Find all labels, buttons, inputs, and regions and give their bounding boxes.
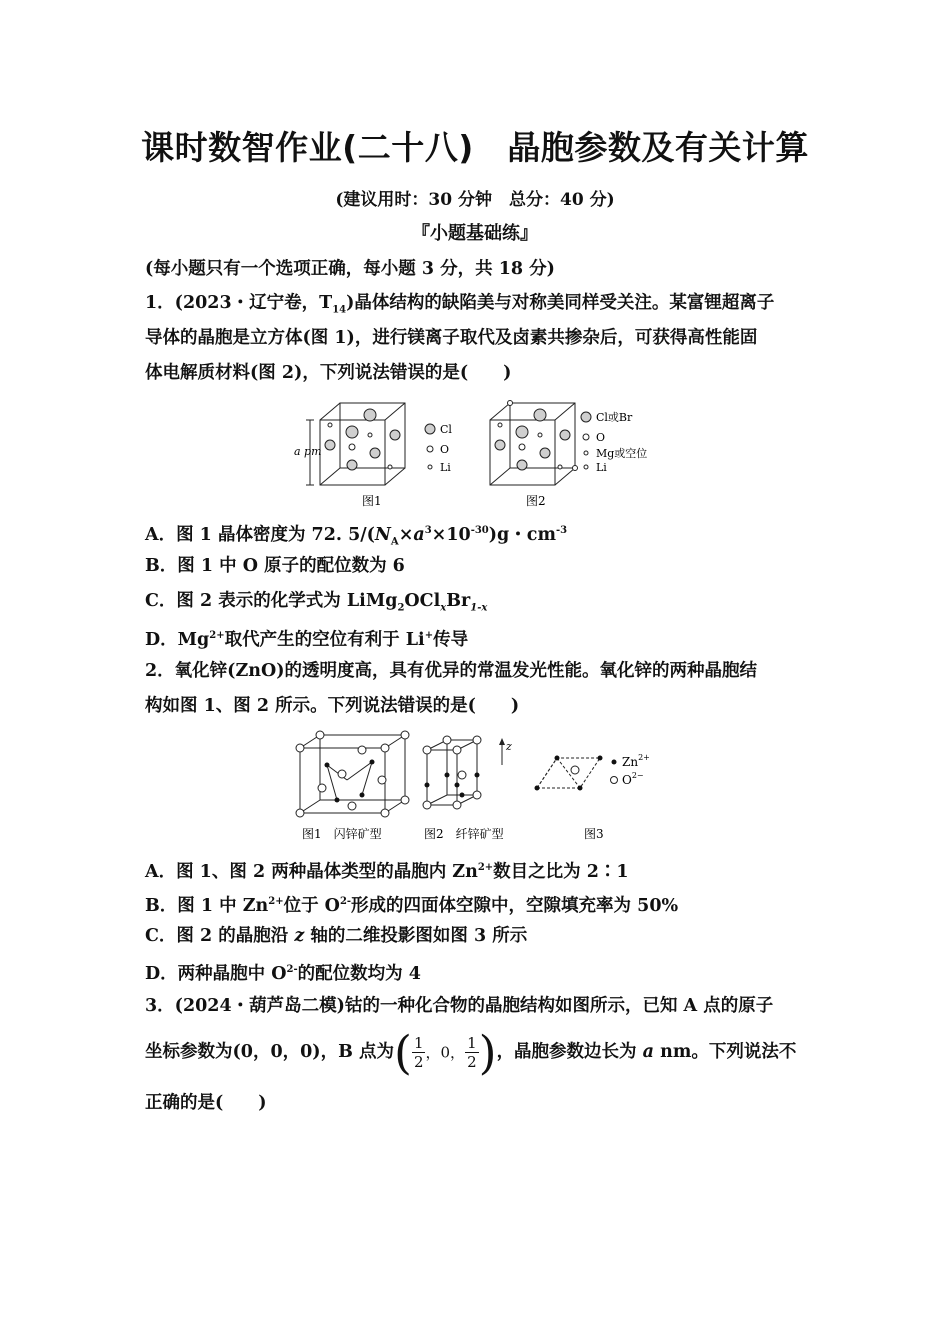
q2-figures-svg <box>292 730 672 845</box>
q1-line-1: 1．(2023・辽宁卷，$T_{14}$)晶体结构的缺陷美与对称美同样受关注。某富锂超离子 <box>145 293 775 316</box>
q2-option-b: B．图 1 中 $Zn^{2+}$位于 $O^{2-}$形成的四面体空隙中，空隙填充率为 50% <box>145 895 679 916</box>
fig2-legend-clbr: Cl或Br <box>596 411 633 424</box>
fig1-legend-o: O <box>440 443 450 456</box>
q2-option-c: C．图 2 的晶胞沿 z 轴的二维投影图如图 3 所示 <box>145 926 528 946</box>
q1-line-2: 导体的晶胞是立方体(图 1)，进行镁离子取代及卤素共掺杂后，可获得高性能固 <box>145 328 758 348</box>
q2-option-d: D．两种晶胞中 $O^{2-}$的配位数均为 4 <box>145 963 421 984</box>
instructions: (每小题只有一个选项正确，每小题 3 分，共 18 分) <box>145 259 555 279</box>
q1-option-c: C．图 2 表示的化学式为 $LiMg_2OCl_xBr_{1-x}$ <box>145 591 488 614</box>
q2-legend-zn: $Zn^{2+}$ <box>622 753 650 769</box>
q1-line-3: 体电解质材料(图 2)，下列说法错误的是( ) <box>145 363 512 383</box>
q2-axis-label: z <box>506 740 512 753</box>
fig2-legend-o: O <box>596 431 606 444</box>
fig1-legend-li: Li <box>440 461 451 474</box>
fig2-caption: 图2 <box>526 494 546 508</box>
q1-option-b: B．图 1 中 O 原子的配位数为 6 <box>145 556 405 576</box>
q1-figure-1 <box>290 395 465 517</box>
q2-fig2-caption: 图2 纤锌矿型 <box>424 827 504 841</box>
b-point-coordinates: ( $\frac{1}{2}$ ，0， $\frac{1}{2}$ ) <box>393 1025 497 1080</box>
q1-option-d: D．$Mg^{2+}$取代产生的空位有利于 Li+传导 <box>145 629 469 650</box>
q3-line-2: 坐标参数为(0，0，0)，B 点为( $\frac{1}{2}$ ，0， $\frac{1}{2}$ )，晶胞参数边长为 a nm。下列说法不 <box>145 1025 797 1080</box>
q1-figure-1-svg <box>290 395 465 513</box>
q2-fig1-caption: 图1 闪锌矿型 <box>302 827 382 841</box>
fig1-dim-label: a pm <box>294 445 322 458</box>
q2-figures <box>292 730 672 849</box>
q2-legend-o: $O^{2-}$ <box>622 771 644 787</box>
fraction-z: $\frac{1}{2}$ <box>467 1034 477 1072</box>
q1-option-a: A．图 1 晶体密度为 72. $5/(N_A\times a^3\times 10^{-30})g$・$cm^{-3}$ <box>145 524 568 548</box>
q1-figure-2 <box>480 395 660 517</box>
q3-line-3: 正确的是( ) <box>145 1093 267 1113</box>
q1-figure-2-svg <box>480 395 660 513</box>
section-heading: 『小题基础练』 <box>412 223 538 244</box>
q2-line-1: 2．氧化锌(ZnO)的透明度高，具有优异的常温发光性能。氧化锌的两种晶胞结 <box>145 661 757 681</box>
q2-fig3-caption: 图3 <box>584 827 604 841</box>
q2-option-a: A．图 1、图 2 两种晶体类型的晶胞内 $Zn^{2+}$数目之比为 2∶1 <box>145 861 629 882</box>
fig1-caption: 图1 <box>362 494 382 508</box>
fraction-x: $\frac{1}{2}$ <box>413 1034 424 1072</box>
fig2-legend-li: Li <box>596 461 607 474</box>
fig2-legend-mg: Mg或空位 <box>596 447 648 460</box>
q3-line-1: 3．(2024・葫芦岛二模)钴的一种化合物的晶胞结构如图所示，已知 A 点的原子 <box>145 996 774 1016</box>
q2-line-2: 构如图 1、图 2 所示。下列说法错误的是( ) <box>145 696 520 716</box>
page-title: 课时数智作业(二十八) 晶胞参数及有关计算 <box>141 128 809 167</box>
fig1-legend-cl: Cl <box>440 423 452 436</box>
time-score-note: (建议用时：30 分钟 总分：40 分) <box>335 190 615 210</box>
